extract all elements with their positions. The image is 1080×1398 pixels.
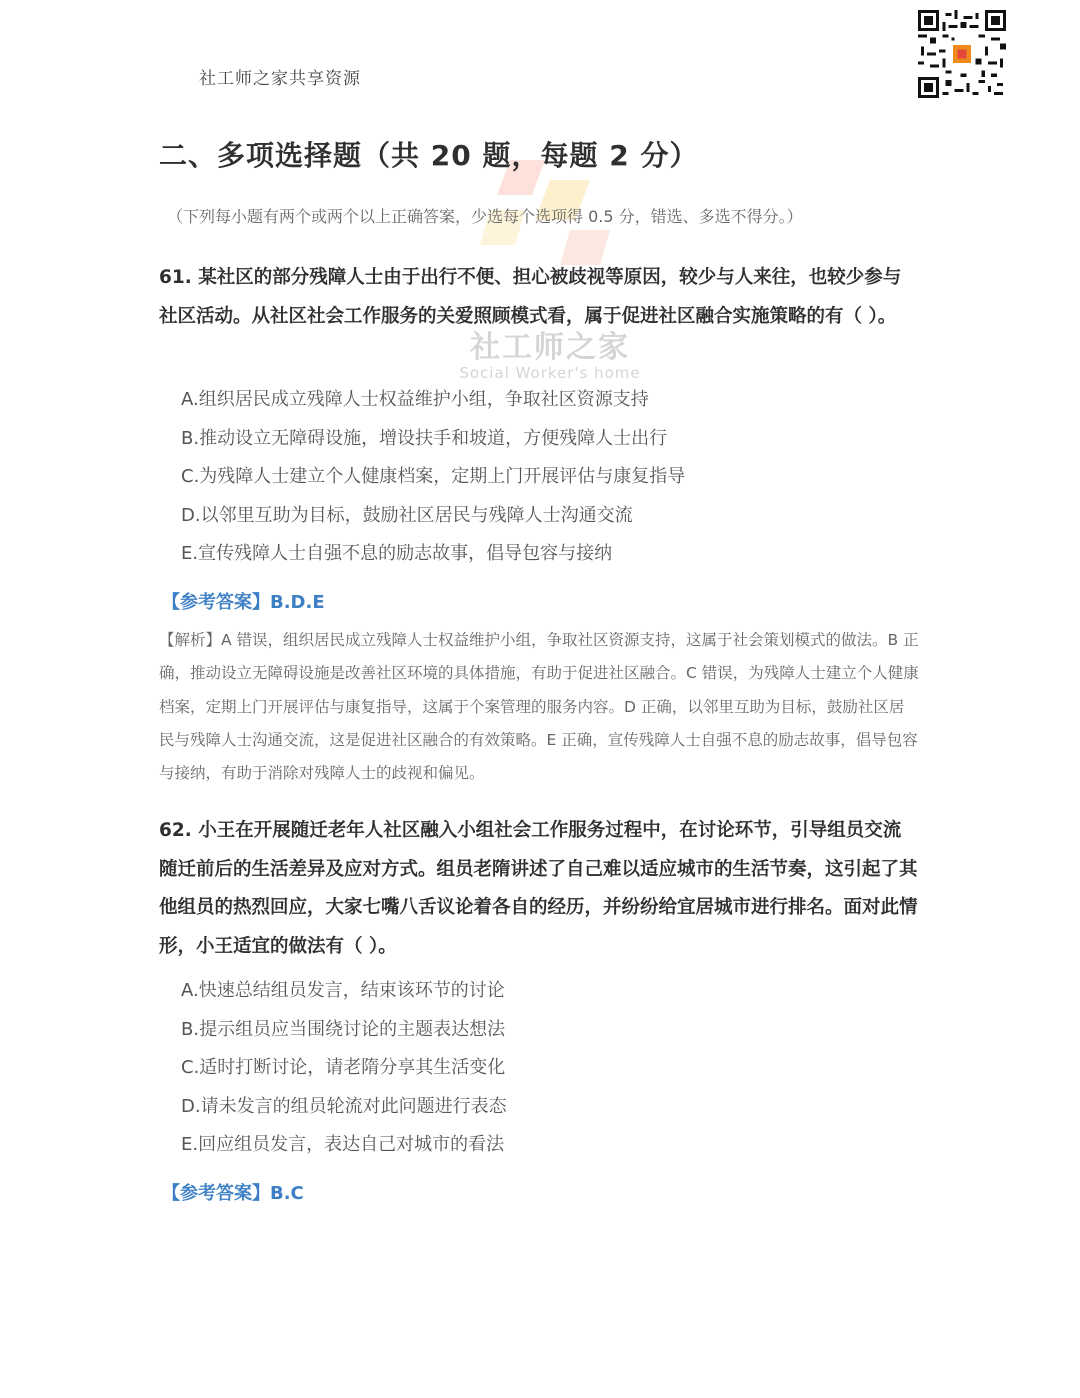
question-62-stem: 62. 小王在开展随迁老年人社区融入小组社会工作服务过程中，在讨论环节，引导组员交流随迁前后的生活差异及应对方式。组员老隋讲述了自己难以适应城市的生活节奏，这引起了其他组员的热烈回应，大家七嘴八舌议论着各自的经历，并纷纷给宜居城市进行排名。面对此情形，小王适宜的做法有（ ）。 [159,820,918,957]
question-61-analysis: 【解析】A 错误，组织居民成立残障人士权益维护小组，争取社区资源支持，这属于社会策划模式的做法。B 正确，推动设立无障碍设施是改善社区环境的具体措施，有助于促进社区融合。C 错误，为残障人士建立个人健康档案，定期上门开展评估与康复指导，这属于个案管理的服务内容。D 正确，以邻里互助为目标，鼓励社区居民与残障人士沟通交流，这是促进社区融合的有效策略。E 正确，宣传残障人士自强不息的励志故事，倡导包容与接纳，有助于消除对残障人士的歧视和偏见。 [159,631,919,783]
section-instructions: （下列每小题有两个或两个以上正确答案，少选每个选项得 0.5 分，错选、多选不得分。） [167,207,803,226]
option-b: B.提示组员应当围绕讨论的主题表达想法 [181,1018,506,1040]
option-c: C.为残障人士建立个人健康档案，定期上门开展评估与康复指导 [181,466,686,487]
watermark-en: Social Worker's home [459,364,641,382]
header-site-name: 社工师之家共享资源 [199,69,361,89]
option-c: C.适时打断讨论，请老隋分享其生活变化 [181,1057,506,1078]
question-61-options [181,381,685,574]
option-a: A.组织居民成立残障人士权益维护小组，争取社区资源支持 [181,389,649,410]
option-a: A.快速总结组员发言，结束该环节的讨论 [181,980,505,1001]
option-d: D.请未发言的组员轮流对此问题进行表态 [181,1095,507,1117]
section-title: 二、多项选择题（共 20 题，每题 2 分） [159,139,699,172]
question-62-options [181,972,507,1165]
qr-code-icon [918,10,1006,98]
question-62-answer: 【参考答案】B.C [162,1183,304,1204]
watermark-cn: 社工师之家 [470,330,630,365]
question-61-answer: 【参考答案】B.D.E [162,592,325,613]
option-e: E.宣传残障人士自强不息的励志故事，倡导包容与接纳 [181,543,613,564]
option-e: E.回应组员发言，表达自己对城市的看法 [181,1134,505,1155]
question-61-stem: 61. 某社区的部分残障人士由于出行不便、担心被歧视等原因，较少与人来往，也较少参与社区活动。从社区社会工作服务的关爱照顾模式看，属于促进社区融合实施策略的有（ ）。 [159,267,902,327]
option-b: B.推动设立无障碍设施，增设扶手和坡道，方便残障人士出行 [181,427,668,449]
option-d: D.以邻里互助为目标，鼓励社区居民与残障人士沟通交流 [181,504,633,526]
